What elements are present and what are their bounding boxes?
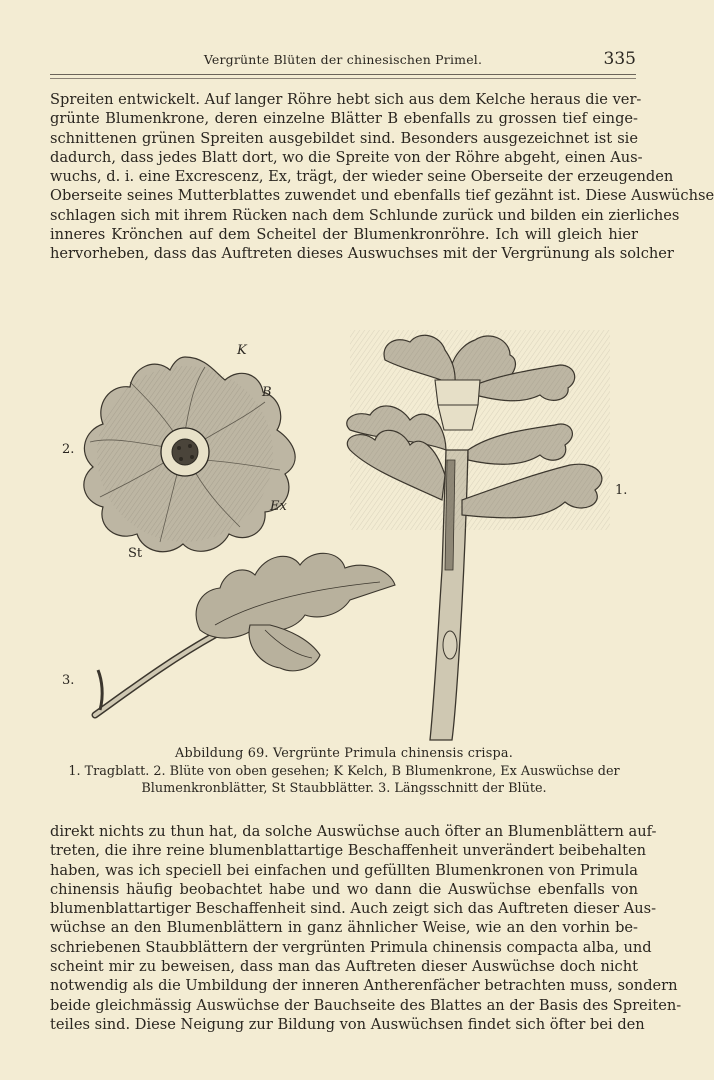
text-line: dadurch, dass jedes Blatt dort, wo die Spreite von der Röhre abgeht, einen Aus-	[50, 148, 643, 166]
text-line: scheint mir zu beweisen, dass man das Auftreten dieser Auswüchse doch nicht	[50, 958, 638, 976]
header-rule	[50, 78, 636, 79]
text-line: schnittenen grünen Spreiten ausgebildet sind. Besonders ausgezeichnet ist sie	[50, 129, 638, 147]
longitudinal-section	[95, 553, 395, 715]
text-line: wüchse an den Blumenblättern in ganz ähnlicher Weise, wie an den vorhin be-	[50, 919, 638, 937]
text-line: hervorheben, dass das Auftreten dieses Auswuchses mit der Vergrünung als solcher	[50, 245, 674, 263]
botanical-illustration	[50, 270, 638, 740]
label-k: K	[237, 343, 247, 358]
bract-section	[347, 330, 610, 740]
top-paragraph	[50, 90, 714, 264]
text-line: beide gleichmässig Auswüchse der Bauchseite des Blattes an der Basis des Spreiten-	[50, 996, 682, 1014]
text-line: teiles sind. Diese Neigung zur Bildung von Auswüchsen findet sich öfter bei den	[50, 1015, 645, 1033]
label-fig2: 2.	[62, 442, 75, 457]
text-line: notwendig als die Umbildung der inneren Antherenfächer betrachten muss, sondern	[50, 977, 678, 995]
label-st: St	[128, 546, 143, 561]
bottom-paragraph	[50, 822, 682, 1034]
label-ex: Ex	[270, 499, 287, 514]
text-line: Oberseite seines Mutterblattes zuwendet und ebenfalls tief gezähnt ist. Diese Auswüchse	[50, 187, 714, 205]
label-b: B	[262, 385, 272, 400]
label-fig1: 1.	[615, 483, 628, 498]
text-line: inneres Krönchen auf dem Scheitel der Blumenkronröhre. Ich will gleich hier	[50, 226, 638, 244]
running-header	[50, 50, 636, 75]
text-line: treten, die ihre reine blumenblattartige Beschaffenheit unverändert beibehalten	[50, 842, 646, 860]
running-title: Vergrünte Blüten der chinesischen Primel.	[203, 52, 483, 67]
text-line: direkt nichts zu thun hat, da solche Auswüchse auch öfter an Blumenblättern auf-	[50, 823, 657, 840]
botanical-figure	[50, 270, 638, 740]
text-line: schlagen sich mit ihrem Rücken nach dem Schlunde zurück und bilden ein zierliches	[50, 206, 680, 224]
text-line: haben, was ich speciell bei einfachen und gefüllten Blumenkronen von Primula	[50, 861, 638, 879]
text-line: chinensis häufig beobachtet habe und wo dann die Auswüchse ebenfalls von	[50, 880, 638, 898]
text-line: grünte Blumenkrone, deren einzelne Blätter B ebenfalls zu grossen tief einge-	[50, 110, 638, 128]
text-line: schriebenen Staubblättern der vergrünten Primula chinensis compacta alba, und	[50, 938, 652, 956]
text-line: wuchs, d. i. eine Excrescenz, Ex, trägt, der wieder seine Oberseite der erzeugenden	[50, 168, 674, 186]
text-line: blumenblattartiger Beschaffenheit sind. Auch zeigt sich das Auftreten dieser Aus-	[50, 900, 657, 918]
label-fig3: 3.	[62, 673, 75, 688]
caption-title: Abbildung 69. Vergrünte Primula chinensis crispa.	[175, 746, 513, 761]
text-line: Spreiten entwickelt. Auf langer Röhre hebt sich aus dem Kelche heraus die ver-	[50, 91, 642, 108]
figure-caption	[50, 745, 638, 798]
page-number: 335	[603, 49, 636, 69]
caption-line: Blumenkronblätter, St Staubblätter. 3. Längsschnitt der Blüte.	[141, 781, 547, 796]
caption-line: 1. Tragblatt. 2. Blüte von oben gesehen; K Kelch, B Blumenkrone, Ex Auswüchse der	[68, 763, 620, 779]
